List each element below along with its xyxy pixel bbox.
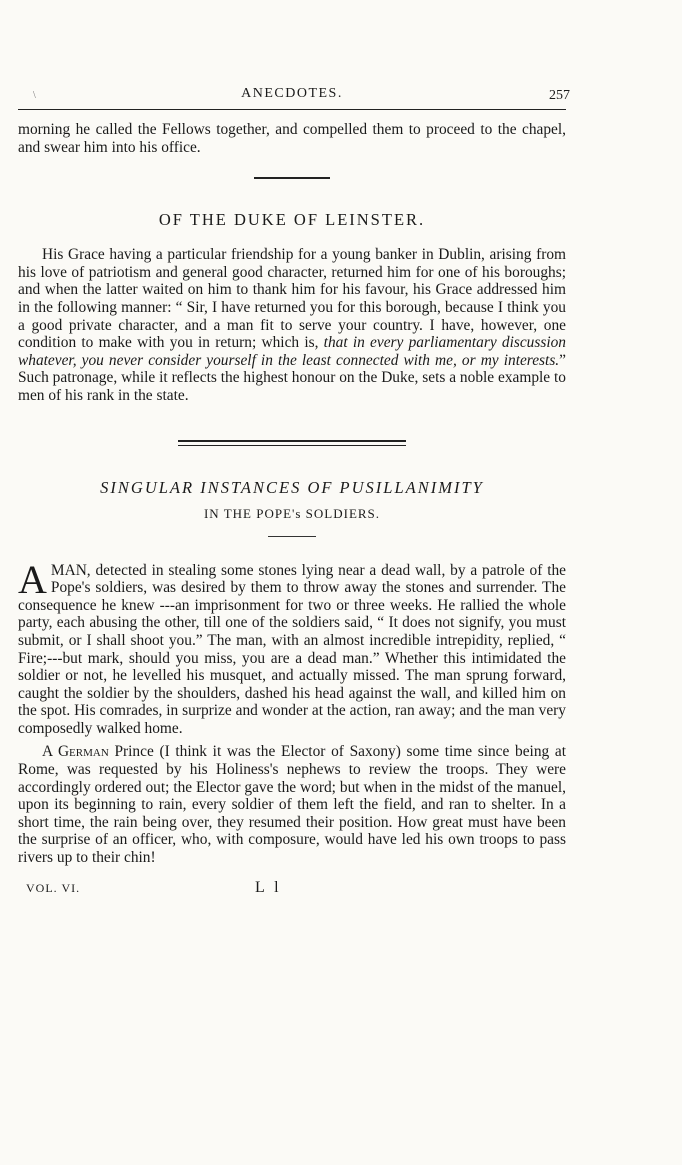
book-page bbox=[18, 86, 570, 901]
leinster-body-italic: that in every parliamentary discussion whatever, you never consider yourself in the least connected with me, or my interests. bbox=[18, 334, 567, 369]
running-title: ANECDOTES. bbox=[241, 86, 343, 101]
story-paragraph-2 bbox=[18, 743, 566, 866]
story-body-2: Prince (I think it was the Elector of Saxony) some time since being at Rome, was requested by his Holiness's nephews to review the troops. They were accordingly ordered out; the Elector gave the word; but when in the midst of the manuel, upon its beginning to rain, every soldier of them left the field, and ran to shelter. In a short time, the rain being over, they resumed their position. How great must have been the surprise of an officer, who, with composure, would have led his own troops to pass rivers up to their chin! bbox=[18, 743, 566, 867]
leinster-body bbox=[18, 246, 566, 404]
pusillanimity-subheading: IN THE POPE's SOLDIERS. bbox=[203, 505, 381, 521]
story-paragraph-1 bbox=[18, 556, 566, 738]
margin-mark: \ bbox=[33, 90, 36, 101]
story-2-smallcaps: German bbox=[57, 743, 109, 761]
section-divider bbox=[254, 177, 330, 179]
drop-cap: A bbox=[18, 556, 47, 602]
subheading-rule bbox=[268, 536, 316, 537]
running-header bbox=[18, 86, 570, 108]
continuation-text: morning he called the Fellows together, and compelled them to proceed to the chapel, and swear him into his office. bbox=[18, 121, 566, 156]
pusillanimity-heading: SINGULAR INSTANCES OF PUSILLANIMITY bbox=[100, 477, 484, 497]
leinster-body-after: ” Such patronage, while it reflects the highest honour on the Duke, sets a noble example to men of his rank in the state. bbox=[18, 351, 566, 404]
page-number: 257 bbox=[549, 88, 570, 103]
volume-label: VOL. VI. bbox=[26, 880, 81, 895]
story-2-lead: A bbox=[42, 743, 53, 761]
page-footer bbox=[18, 878, 566, 901]
story-body-1: detected in stealing some stones lying near a dead wall, by a patrole of the Pope's soldiers, was desired by them to throw away the stones and surrender. The consequence he knew ---an imprisonment for two or three weeks. He rallied the whole party, each abusing the other, till one of the soldiers said, “ It does not signify, you must submit, or I shall shoot you.” The man, with an almost incredible intrepidity, replied, “ Fire;---but mark, should you miss, you are a dead man.” Whether this intimidated the soldier or not, he levelled his musquet, and actually missed. The man sprung forward, caught the soldier by the shoulders, dashed his head against the wall, and killed him on the spot. His comrades, in surprize and wonder at the action, ran away; and the man very composedly walked home. bbox=[18, 561, 566, 737]
signature-mark: L l bbox=[255, 878, 282, 896]
double-divider bbox=[178, 440, 406, 446]
story-lead-word: MAN, bbox=[50, 561, 91, 579]
header-rule bbox=[18, 109, 566, 110]
leinster-heading: OF THE DUKE OF LEINSTER. bbox=[158, 210, 426, 230]
leinster-body-before: His Grace having a particular friendship for a young banker in Dublin, arising from his love of patriotism and general good character, returned him for one of his boroughs; and when the latter waited on him to thank him for his favour, his Grace addressed him in the following manner: “ Sir, I have returned you for this borough, because I think you a good private character, and a man fit to serve your country. I have, however, one condition to make with you in return; which is, bbox=[18, 246, 566, 352]
